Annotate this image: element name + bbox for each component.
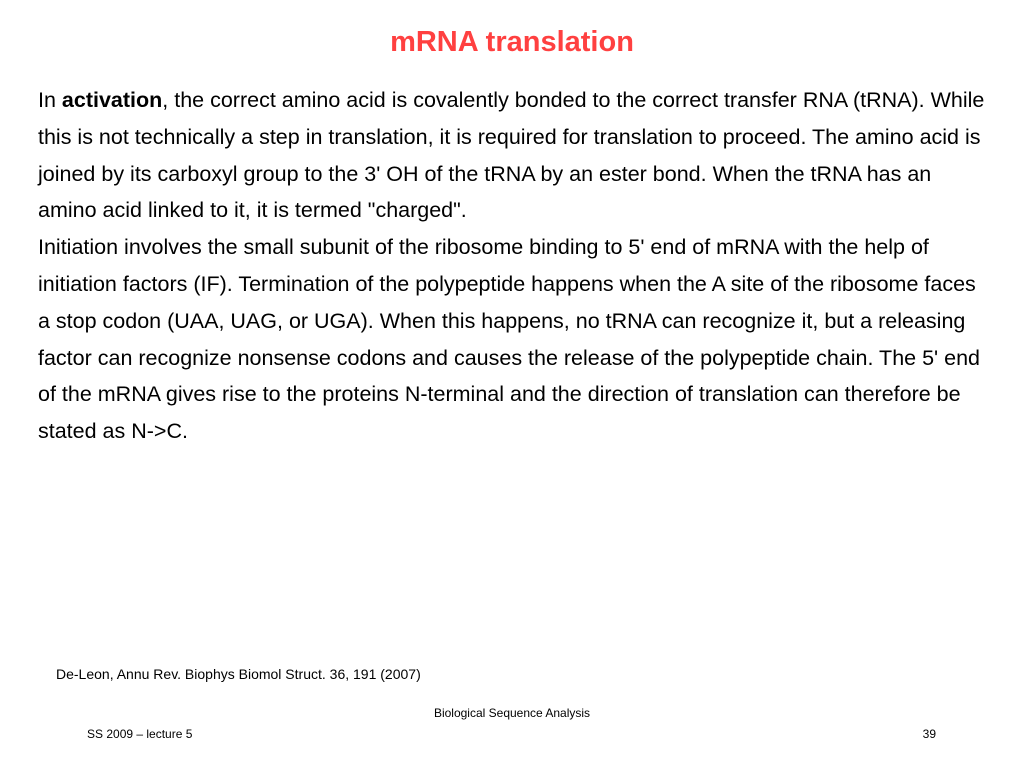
page-number: 39 [922,727,936,741]
slide-title: mRNA translation [390,26,634,58]
slide-body [38,82,988,450]
paragraph-initiation: Initiation involves the small subunit of the ribosome binding to 5' end of mRNA with the help of initiation factors (IF). Termination of the polypeptide happens when the A site of the ribosome faces a stop codon (UAA, UAG, or UGA). When this happens, no tRNA can recognize it, but a releasing factor can recognize nonsense codons and causes the release of the polypeptide chain. The 5' end of the mRNA gives rise to the proteins N-terminal and the direction of translation can therefore be stated as N->C. [38,235,980,444]
footer-course-title: Biological Sequence Analysis [433,706,591,720]
footer-lecture: SS 2009 – lecture 5 [87,727,193,741]
activation-term: activation [61,88,163,112]
citation: De-Leon, Annu Rev. Biophys Biomol Struct. 36, 191 (2007) [56,666,421,682]
paragraph-prefix: In [38,88,62,112]
paragraph-activation [38,82,988,229]
paragraph-activation-text: , the correct amino acid is covalently bonded to the correct transfer RNA (tRNA). While this is not technically a step in translation, it is required for translation to proceed. The amino acid is joined by its carboxyl group to the 3' OH of the tRNA by an ester bond. When the tRNA has an amino acid linked to it, it is termed "charged". [38,88,985,223]
